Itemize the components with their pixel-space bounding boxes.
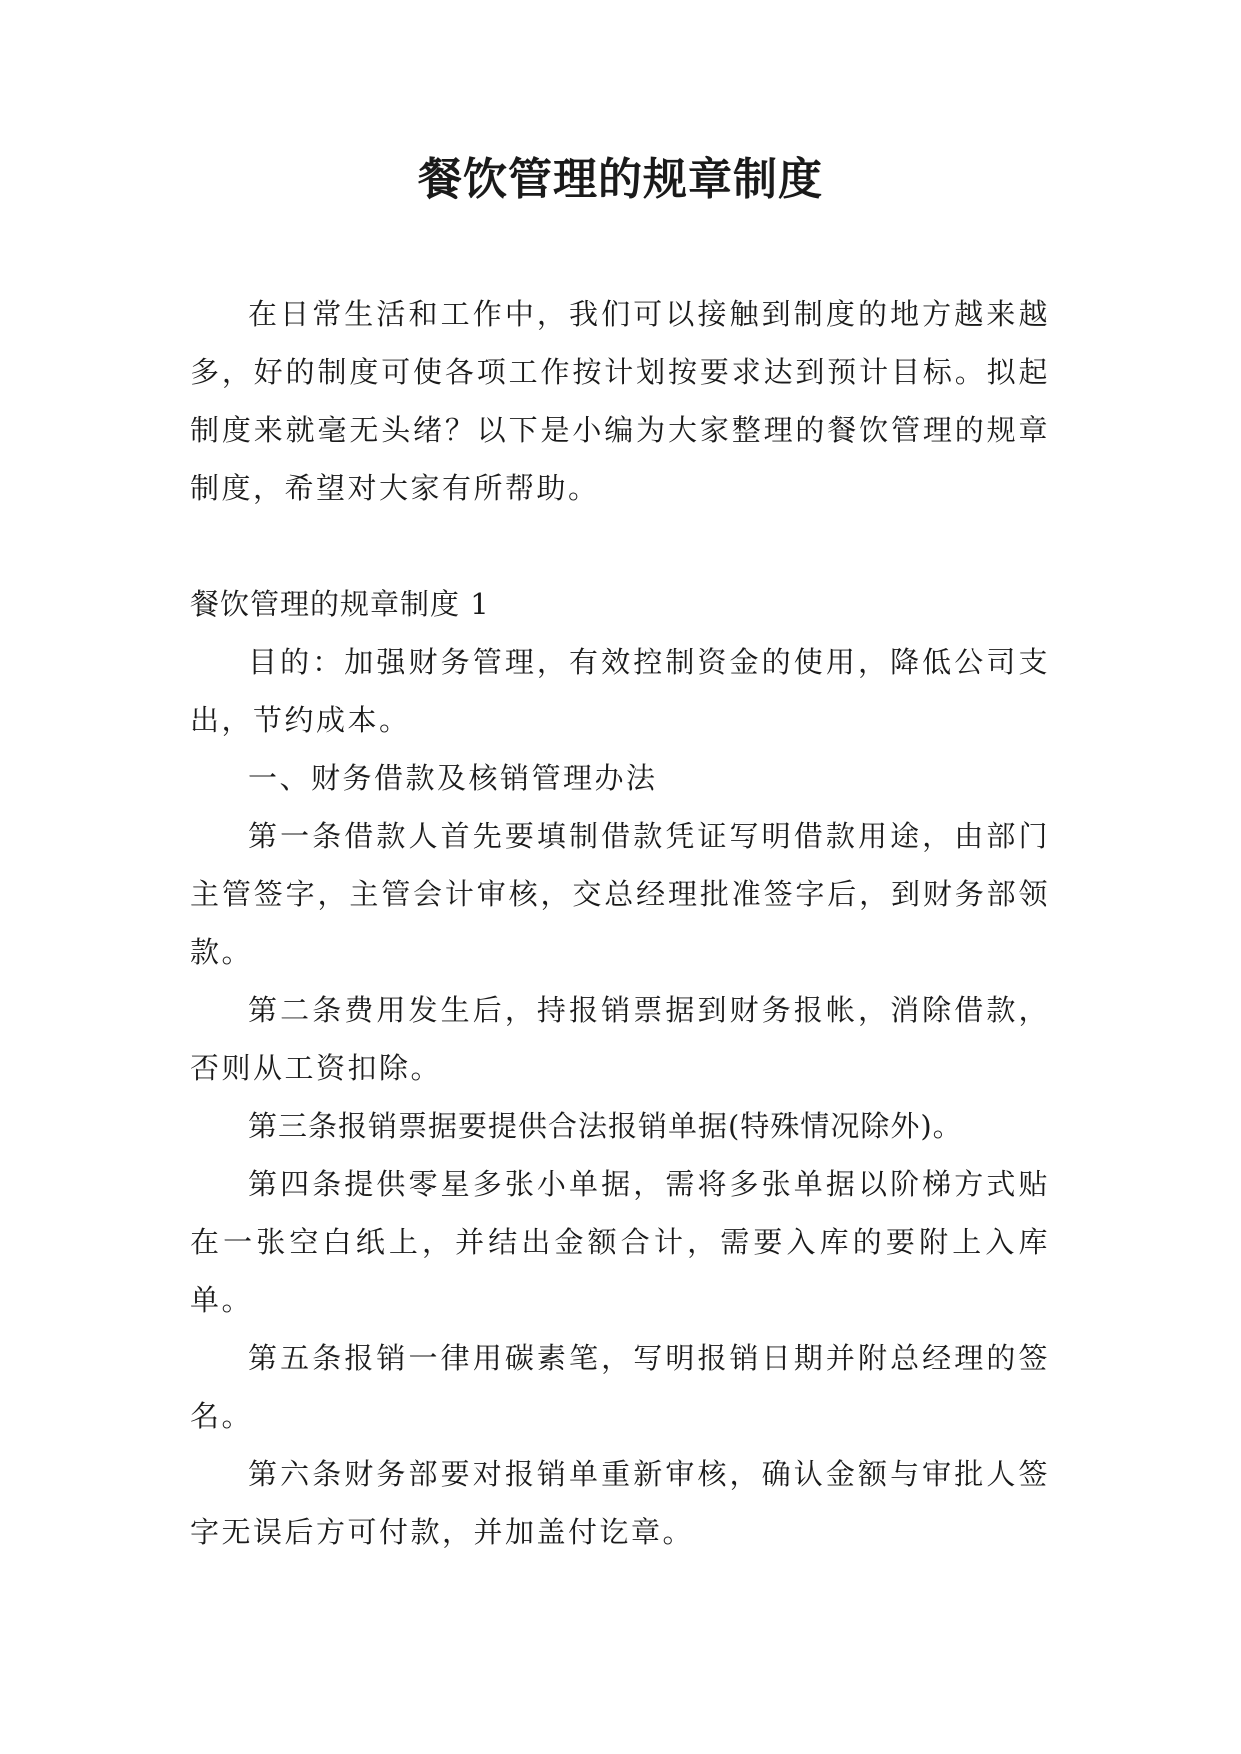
subheading-paragraph: 一、财务借款及核销管理办法 (248, 761, 658, 795)
article-1: 第一条借款人首先要填制借款凭证写明借款用途，由部门主管签字，主管会计审核，交总经理批准签字后，到财务部领款。 (190, 819, 1050, 969)
document-body (190, 285, 1050, 1561)
article-2: 第二条费用发生后，持报销票据到财务报帐，消除借款，否则从工资扣除。 (190, 993, 1050, 1085)
spacer (190, 517, 1050, 575)
section-heading: 餐饮管理的规章制度 1 (190, 587, 490, 621)
article-5: 第五条报销一律用碳素笔，写明报销日期并附总经理的签名。 (190, 1341, 1050, 1433)
article-6: 第六条财务部要对报销单重新审核，确认金额与审批人签字无误后方可付款，并加盖付讫章。 (190, 1457, 1050, 1549)
article-3: 第三条报销票据要提供合法报销单据(特殊情况除外)。 (248, 1109, 963, 1143)
article-4: 第四条提供零星多张小单据，需将多张单据以阶梯方式贴在一张空白纸上，并结出金额合计，需要入库的要附上入库单。 (190, 1167, 1050, 1317)
intro-paragraph: 在日常生活和工作中，我们可以接触到制度的地方越来越多，好的制度可使各项工作按计划按要求达到预计目标。拟起制度来就毫无头绪？以下是小编为大家整理的餐饮管理的规章制度，希望对大家有所帮助。 (190, 297, 1050, 505)
purpose-paragraph: 目的：加强财务管理，有效控制资金的使用，降低公司支出，节约成本。 (190, 645, 1050, 737)
document-title: 餐饮管理的规章制度 (418, 154, 823, 205)
